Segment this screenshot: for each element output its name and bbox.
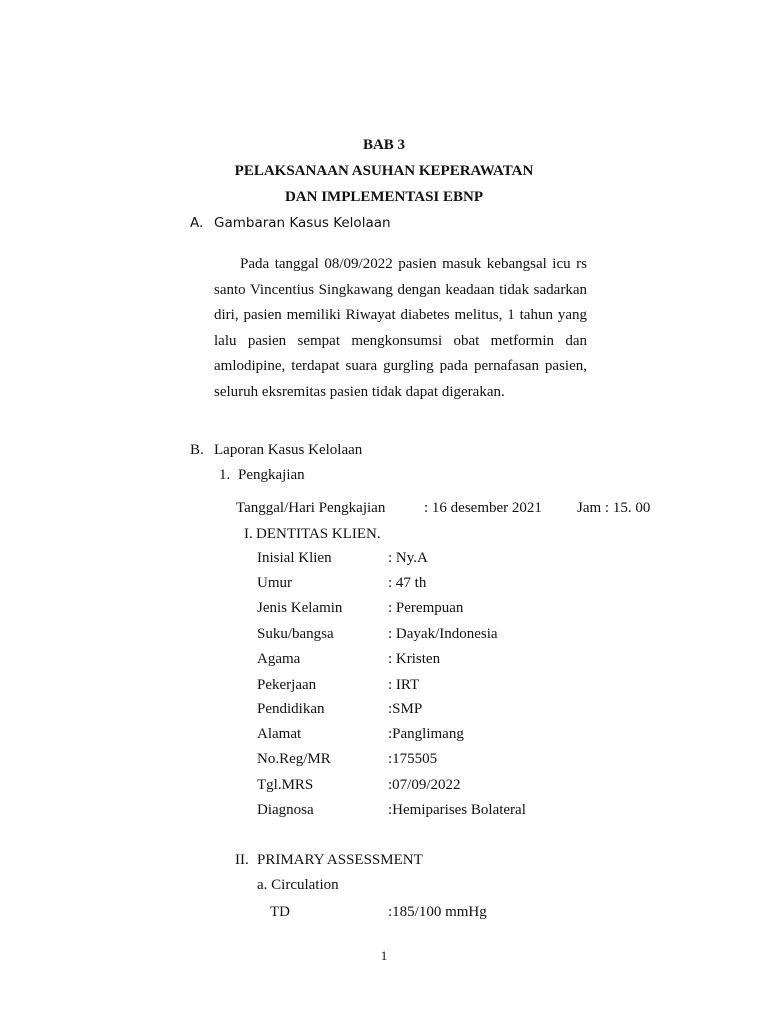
row-value: : Ny.A [388,550,428,566]
identity-heading: DENTITAS KLIEN. [256,526,381,542]
row-label: Agama [257,651,301,667]
row-value: :Hemiparises Bolateral [388,802,526,818]
identity-row-ethnicity [257,626,677,646]
row-label: Alamat [257,726,302,742]
case-description-paragraph [214,252,587,406]
assessment-date-value: : 16 desember 2021 [424,500,542,516]
circulation-subheading: a. Circulation [257,877,339,893]
identity-row-age [257,575,677,595]
row-value: : Kristen [388,651,441,667]
identity-row-diagnosis [257,802,677,822]
section-b-heading: Laporan Kasus Kelolaan [214,442,363,458]
row-value: :175505 [388,751,438,767]
identity-row-gender [257,600,677,620]
chapter-label: BAB 3 [362,137,406,153]
identity-row-religion [257,651,677,671]
row-value: : Dayak/Indonesia [388,626,498,642]
section-b-marker: B. [190,442,204,458]
identity-row-address [257,726,677,746]
section-a-heading: Gambaran Kasus Kelolaan [214,215,391,231]
row-label: Jenis Kelamin [257,600,343,616]
row-value: : IRT [388,677,420,693]
row-label: Umur [257,575,292,591]
row-label: Tgl.MRS [257,777,314,793]
assessment-date-label: Tanggal/Hari Pengkajian [236,500,386,516]
identity-row-initial [257,550,677,570]
row-value: :SMP [388,701,423,717]
row-label: Diagnosa [257,802,314,818]
td-label: TD [270,904,290,920]
assessment-time: Jam : 15. 00 [577,500,651,516]
row-label: No.Reg/MR [257,751,331,767]
item-1-marker: 1. [219,467,231,483]
title-line-2: DAN IMPLEMENTASI EBNP [284,189,484,205]
row-label: Pendidikan [257,701,325,717]
identity-row-reg-number [257,751,677,771]
row-value: : Perempuan [388,600,464,616]
td-value: :185/100 mmHg [388,904,487,920]
identity-row-admission-date [257,777,677,797]
case-description-text: Pada tanggal 08/09/2022 pasien masuk kebangsal icu rs santo Vincentius Singkawang dengan keadaan tidak sadarkan diri, pasien memiliki Riwayat diabetes melitus, 1 tahun yang lalu pasien sempat mengkonsumsi obat metformin dan amlodipine, terdapat suara gurgling pada pernafasan pasien, seluruh eksremitas pasien tidak dapat digerakan. [214,256,587,400]
identity-marker: I. [244,526,253,542]
title-line-1: PELAKSANAAN ASUHAN KEPERAWATAN [234,163,534,179]
item-1-label: Pengkajian [238,467,305,483]
row-value: :Panglimang [388,726,464,742]
row-label: Pekerjaan [257,677,317,693]
primary-marker: II. [235,852,249,868]
primary-heading: PRIMARY ASSESSMENT [257,852,423,868]
page-number: 1 [380,948,388,963]
row-value: :07/09/2022 [388,777,461,793]
row-label: Suku/bangsa [257,626,334,642]
section-a-marker: A. [190,215,204,231]
identity-row-education [257,701,677,721]
row-label: Inisial Klien [257,550,332,566]
identity-row-occupation [257,677,677,697]
row-value: : 47 th [388,575,427,591]
